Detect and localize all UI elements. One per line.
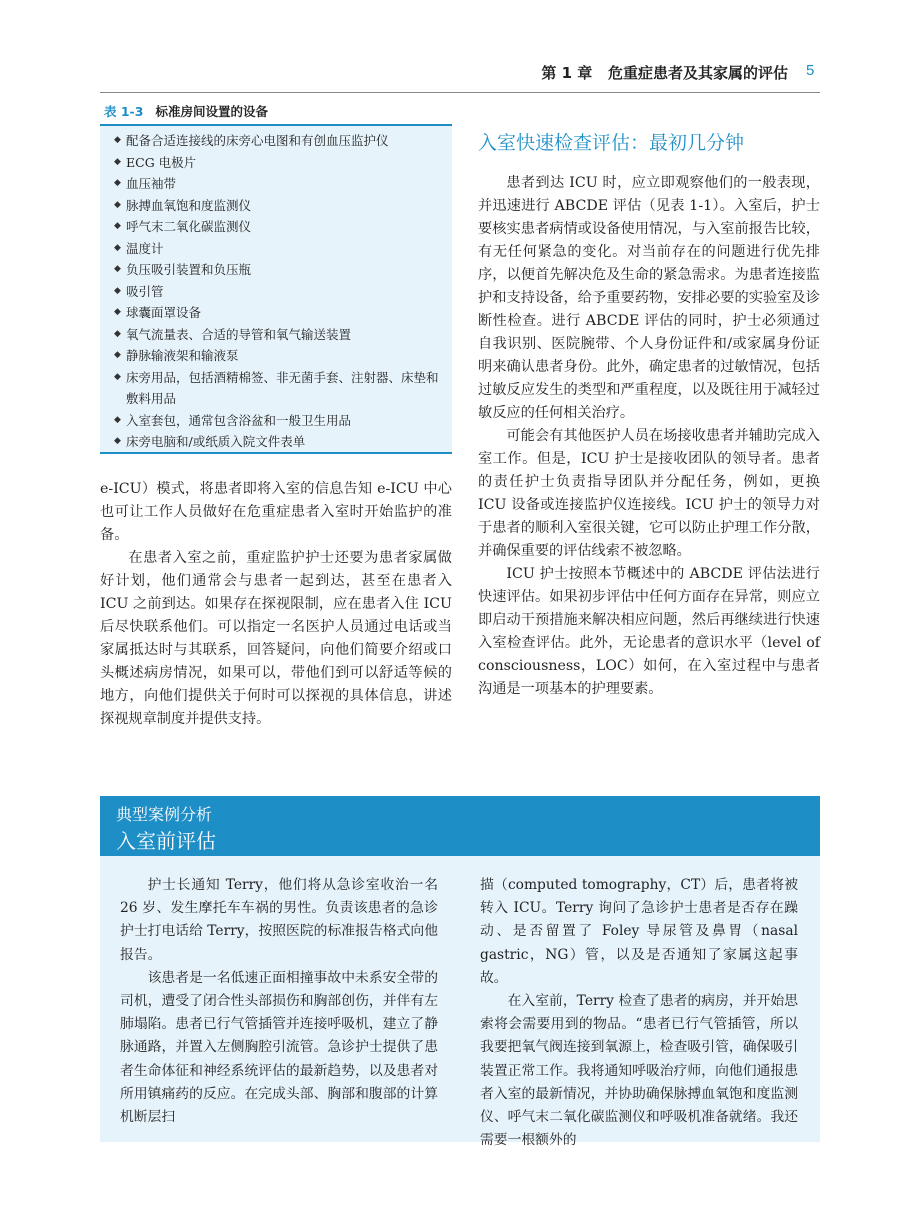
list-item: ◆ 脉搏血氧饱和度监测仪 bbox=[100, 195, 452, 217]
list-item: ◆ 配备合适连接线的床旁心电图和有创血压监护仪 bbox=[100, 130, 452, 152]
bullet-icon: ◆ bbox=[114, 307, 121, 317]
chapter-title bbox=[541, 62, 788, 83]
list-item: ◆ 球囊面罩设备 bbox=[100, 302, 452, 324]
bullet-icon: ◆ bbox=[114, 414, 121, 425]
list-item: ◆ ECG 电极片 bbox=[100, 152, 452, 174]
bullet-icon: ◆ bbox=[114, 350, 121, 360]
chapter-number: 第 1 章 bbox=[541, 64, 593, 82]
bullet-icon: ◆ bbox=[114, 178, 121, 188]
running-header bbox=[0, 62, 900, 82]
list-item: ◆ 入室套包，通常包含浴盆和一般卫生用品 bbox=[100, 410, 452, 432]
bullet-icon: ◆ bbox=[114, 436, 121, 446]
case-study-label: 典型案例分析 bbox=[116, 805, 213, 824]
bullet-icon: ◆ bbox=[114, 371, 121, 382]
case-right-column bbox=[480, 874, 798, 1152]
paragraph: 该患者是一名低速正面相撞事故中未系安全带的司机，遭受了闭合性头部损伤和胸部创伤，并伴有左肺塌陷。患者已行气管插管并连接呼吸机，建立了静脉通路，并置入左侧胸腔引流管。急诊护士提供了患者生命体征和神经系统评估的最新趋势，以及患者对所用镇痛药的反应。在完成头部、胸部和腹部的计算机断层扫 bbox=[120, 969, 438, 1126]
section-heading: 入室快速检查评估：最初几分钟 bbox=[478, 132, 745, 154]
list-item: ◆ 血压袖带 bbox=[100, 173, 452, 195]
chapter-name: 危重症患者及其家属的评估 bbox=[607, 64, 788, 82]
bullet-icon: ◆ bbox=[114, 221, 121, 231]
case-study-title: 入室前评估 bbox=[116, 829, 216, 853]
bullet-icon: ◆ bbox=[114, 156, 121, 167]
paragraph: 在入室前，Terry 检查了患者的病房，并开始思索将会需要用到的物品。“患者已行气管插管，所以我要把氧气阀连接到氧源上，检查吸引管，确保吸引装置正常工作。我将通知呼吸治疗师，向他们通报患者入室的最新情况，并协助确保脉搏血氧饱和度监测仪、呼气末二氧化碳监测仪和呼吸机准备就绪。我还需要一根额外的 bbox=[480, 993, 798, 1149]
bullet-icon: ◆ bbox=[114, 135, 121, 145]
list-item: ◆ 静脉输液架和输液泵 bbox=[100, 345, 452, 367]
right-column-text bbox=[478, 172, 820, 701]
paragraph: 在患者入室之前，重症监护护士还要为患者家属做好计划，他们通常会与患者一起到达，甚至在患者入 ICU 之前到达。如果存在探视限制，应在患者入住 ICU 后尽快联系他们。可以指定一名医护人员通过电话或当家属抵达时与其联系，回答疑问，向他们简要介绍或口头概述病房情况，如果可以，带他们到可以舒适等候的地方，向他们提供关于何时可以探视的具体信息，讲述探视规章制度并提供支持。 bbox=[100, 550, 452, 727]
paragraph: 描（computed tomography，CT）后，患者将被转入 ICU。Terry 询问了急诊护士患者是否存在躁动、是否留置了 Foley 导尿管及鼻胃（nasal gastric，NG）管，以及是否通知了家属这起事故。 bbox=[480, 877, 798, 986]
list-item: ◆ 床旁电脑和/或纸质入院文件表单 bbox=[100, 431, 452, 453]
bullet-icon: ◆ bbox=[114, 199, 121, 210]
table-caption bbox=[104, 102, 268, 120]
bullet-icon: ◆ bbox=[114, 328, 121, 339]
paragraph: 患者到达 ICU 时，应立即观察他们的一般表现，并迅速进行 ABCDE 评估（见表 1-1）。入室后，护士要核实患者病情或设备使用情况，与入室前报告比较，有无任何紧急的变化。对当前存在的问题进行优先排序，以便首先解决危及生命的紧急需求。为患者连接监护和支持设备，给予重要药物，安排必要的实验室及诊断性检查。进行 ABCDE 评估的同时，护士必须通过自我识别、医院腕带、个人身份证件和/或家属身份证明来确认患者身份。此外，确定患者的过敏情况，包括过敏反应发生的类型和严重程度，以及既往用于减轻过敏反应的任何相关治疗。 bbox=[478, 175, 820, 421]
paragraph: 护士长通知 Terry，他们将从急诊室收治一名 26 岁、发生摩托车车祸的男性。负责该患者的急诊护士打电话给 Terry，按照医院的标准报告格式向他报告。 bbox=[120, 877, 438, 963]
equipment-list bbox=[100, 126, 452, 453]
equipment-table bbox=[100, 124, 452, 454]
left-column-text bbox=[100, 478, 452, 731]
table-number: 表 1-3 bbox=[104, 104, 144, 119]
list-item: ◆ 呼气末二氧化碳监测仪 bbox=[100, 216, 452, 238]
paragraph: ICU 护士按照本节概述中的 ABCDE 评估法进行快速评估。如果初步评估中任何方面存在异常，则应立即启动干预措施来解决相应问题，然后再继续进行快速入室检查评估。此外，无论患者的意识水平（level of consciousness，LOC）如何，在入室过程中与患者沟通是一项基本的护理要素。 bbox=[478, 566, 820, 697]
list-item: ◆ 温度计 bbox=[100, 238, 452, 260]
bullet-icon: ◆ bbox=[114, 285, 121, 296]
paragraph: e-ICU）模式，将患者即将入室的信息告知 e-ICU 中心也可让工作人员做好在危重症患者入室时开始监护的准备。 bbox=[100, 481, 452, 543]
case-study-body bbox=[100, 856, 820, 1149]
list-item: ◆ 氧气流量表、合适的导管和氧气输送装置 bbox=[100, 324, 452, 346]
bullet-icon: ◆ bbox=[114, 242, 121, 253]
bullet-icon: ◆ bbox=[114, 264, 121, 274]
list-item: ◆ 吸引管 bbox=[100, 281, 452, 303]
header-divider bbox=[100, 92, 820, 93]
page-number: 5 bbox=[806, 62, 815, 79]
paragraph: 可能会有其他医护人员在场接收患者并辅助完成入室工作。但是，ICU 护士是接收团队的领导者。患者的责任护士负责指导团队并分配任务，例如，更换 ICU 设备或连接监护仪连接线。ICU 护士的领导力对于患者的顺利入室很关键，它可以防止护理工作分散，并确保重要的评估线索不被忽略。 bbox=[478, 428, 820, 559]
case-left-column bbox=[120, 874, 438, 1129]
list-item: ◆ 床旁用品，包括酒精棉签、非无菌手套、注射器、床垫和敷料用品 bbox=[100, 367, 452, 410]
table-title: 标准房间设置的设备 bbox=[155, 104, 268, 119]
list-item: ◆ 负压吸引装置和负压瓶 bbox=[100, 259, 452, 281]
case-study-header bbox=[100, 796, 820, 856]
